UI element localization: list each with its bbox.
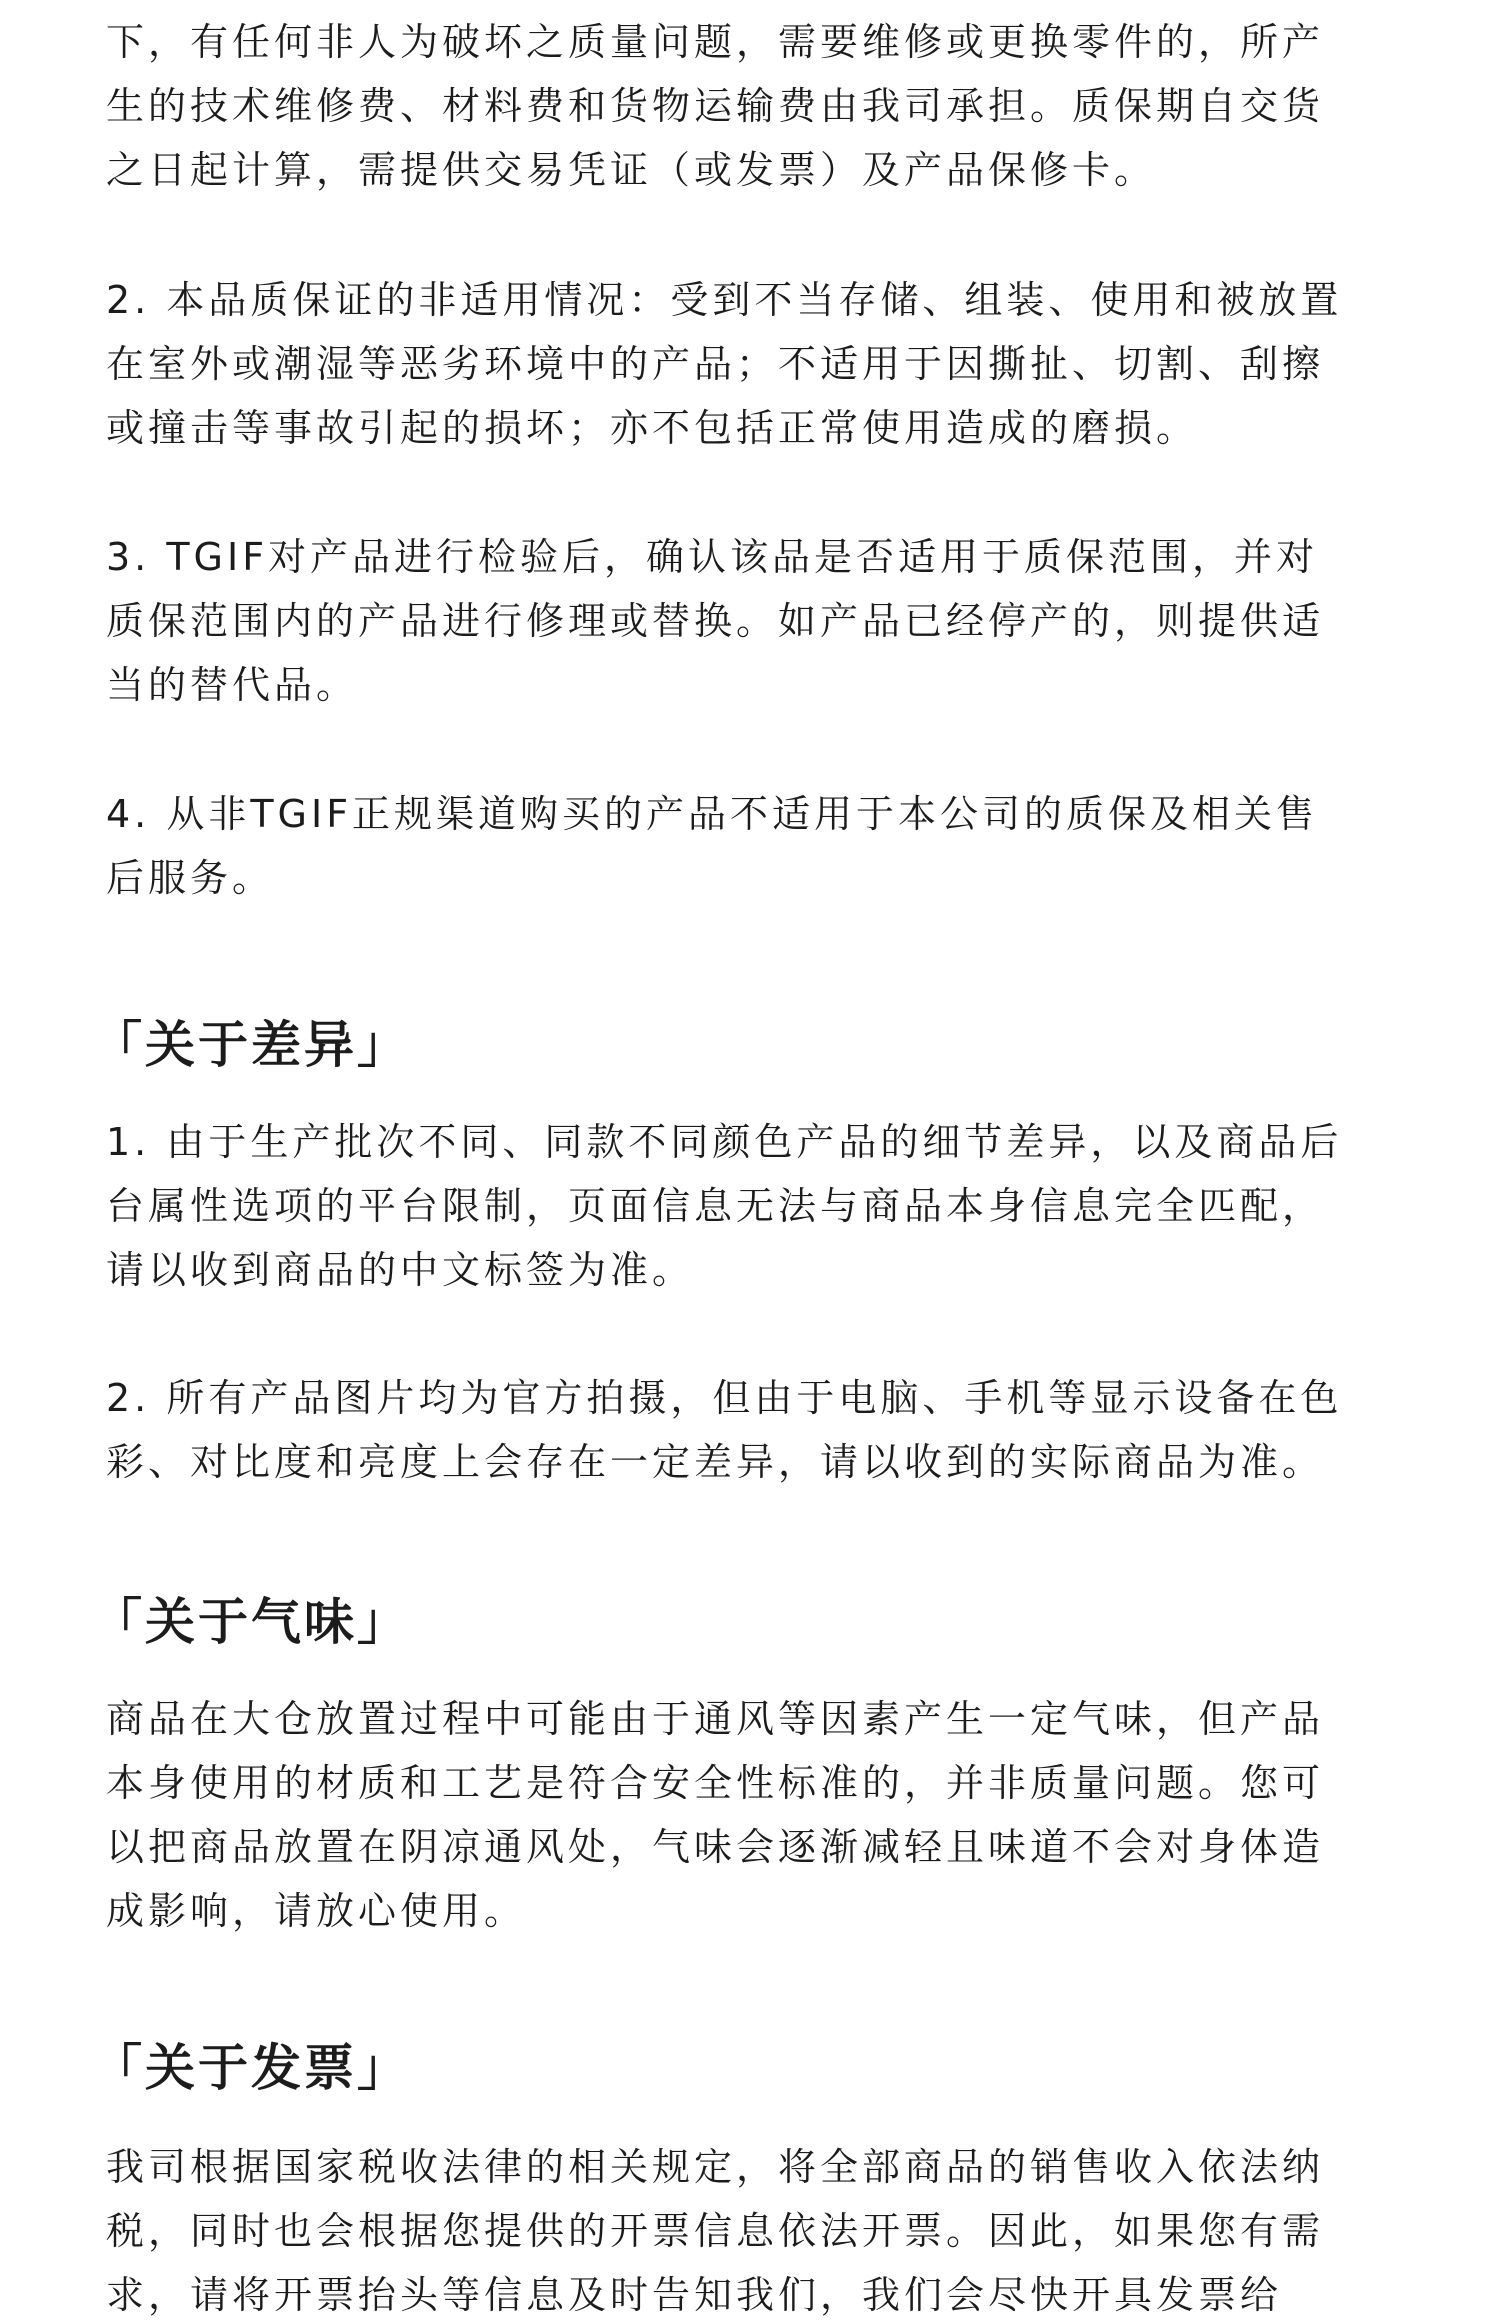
- warranty-paragraph-1: 下，有任何非人为破坏之质量问题，需要维修或更换零件的，所产 生的技术维修费、材料费和货物运输费由我司承担。质保期自交货 之日起计算，需提供交易凭证（或发票）及产品保修卡。: [106, 20, 1325, 192]
- warranty-paragraph-4: 4. 从非TGIF正规渠道购买的产品不适用于本公司的质保及相关售 后服务。: [106, 792, 1319, 900]
- warranty-paragraph-2: 2. 本品质保证的非适用情况：受到不当存储、组装、使用和被放置 在室外或潮湿等恶劣环境中的产品；不适用于因撕扯、切割、刮擦 或撞击等事故引起的损坏；亦不包括正常使用造成的磨损。: [106, 278, 1343, 450]
- invoice-paragraph-1: 我司根据国家税收法律的相关规定，将全部商品的销售收入依法纳 税，同时也会根据您提供的开票信息依法开票。因此，如果您有需 求，请将开票抬头等信息及时告知我们，我们会尽快开具发票给: [106, 2145, 1325, 2317]
- odor-heading: 「关于气味」: [92, 1593, 410, 1651]
- difference-heading: 「关于差异」: [92, 1016, 410, 1074]
- warranty-paragraph-3: 3. TGIF对产品进行检验后，确认该品是否适用于质保范围，并对 质保范围内的产品进行修理或替换。如产品已经停产的，则提供适 当的替代品。: [106, 535, 1325, 707]
- difference-paragraph-2: 2. 所有产品图片均为官方拍摄，但由于电脑、手机等显示设备在色 彩、对比度和亮度上会存在一定差异，请以收到的实际商品为准。: [106, 1376, 1343, 1484]
- difference-paragraph-1: 1. 由于生产批次不同、同款不同颜色产品的细节差异，以及商品后 台属性选项的平台限制，页面信息无法与商品本身信息完全匹配， 请以收到商品的中文标签为准。: [106, 1120, 1343, 1292]
- invoice-heading: 「关于发票」: [92, 2039, 410, 2097]
- odor-paragraph-1: 商品在大仓放置过程中可能由于通风等因素产生一定气味，但产品 本身使用的材质和工艺是符合安全性标准的，并非质量问题。您可 以把商品放置在阴凉通风处，气味会逐渐减轻且味道不会对身体造 成影响，请放心使用。: [106, 1697, 1325, 1933]
